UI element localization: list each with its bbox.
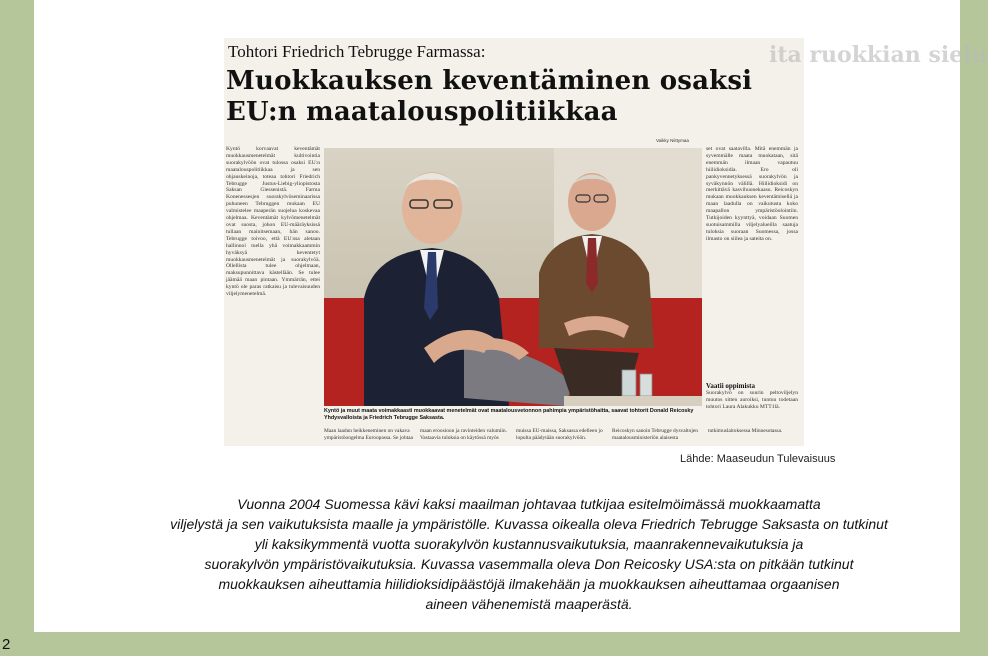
article-column-left: Kyntö korvaavat keventämät muokkausmenetelmät kultivointia suorakylvöön ovat tulossa osaksi EU:n maatalouspolitiikkaa ja sen ohjauskeinoja, toteaa tohtori Friedrich Tebrugge Justus-Liebig-yliopistosta Saksan Giessenistä. Farma Konenessesjen suorakylvöseminaarissa puhuneen Tebruggen mukaan EU valmistelee maaperän suojelua koskevaa ohjelmaa. Keventämät kylvömenetelmät ovat suosta, johon EU-määräyksissä tullaan mainitsemaan, hän sanoo. Tebrugge toivoo, että EU:ssa aletaan hallinnoi tuella yhä voimakkaammin hyväksyä keventetyt muokkausmenetelmät ja suorakylvöä. Ollellista tulee ohjelmaan, maksupunnittava kästellään. Se tulee jäämää maan pintaan. Ymmärrän, ettei kyntö ole paras ratkaisu ja tulevaisuuden viljelymenetelmä. (226, 146, 320, 298)
caption-line: Vuonna 2004 Suomessa kävi kaksi maailman johtavaa tutkijaa esitelmöimässä muokkaamatta (237, 496, 821, 512)
photo-caption: Kyntö ja muut maata voimakkaasti muokkaavat menetelmät ovat maatalousvetonnon pahimpia ympäristöhaitta, saavat tohtorit Donald Reicosky Yhdysvalloista ja Friedrich Tebrugge Saksasta. (324, 408, 694, 421)
page (34, 0, 988, 632)
article-subhead: Vaatii oppimista (706, 382, 755, 390)
article-column-right-2: Suorakylvö on suurin peltoviljelyn muutos sitten auroiksi, tuntuu todetaan tohtori Laura Alakukku MTT:llä. (706, 390, 798, 410)
photo-figures (324, 148, 702, 406)
source-label: Lähde: Maaseudun Tulevaisuus (680, 453, 836, 465)
photo-credit: Vaikky Niittymaa (656, 138, 689, 143)
caption-line: suorakylvön ympäristövaikutuksia. Kuvassa vasemmalla oleva Don Reicosky USA:sta on pitkään tutkinut (204, 556, 854, 572)
article-bottom-columns: Maan laadun heikkeneminen on vakava ympäristöongelma Euroopassa. Se johtaa maan eroosioon ja ravinteiden valumiin. Vastaavia tuloksia on käytössä myös muissa EU-maissa, Saksassa edelleen jo lopulta päädytään suorakylvöön. Reicoskyn sanoin Tebrugge dysvaltojen maatalousministeriön alaisesta tutkimuslaitoksessa Minnesotassa. (324, 428, 783, 441)
article-photo (324, 148, 702, 406)
caption-line: yli kaksikymmentä vuotta suorakylvön kustannusvaikutuksia, maanrakennevaikutuksia ja (254, 536, 804, 552)
newspaper-clipping (224, 38, 988, 446)
caption-line: viljelystä ja sen vaikutuksista maalle ja ympäristölle. Kuvassa oikealla oleva Friedrich Tebrugge Saksasta on tutkinut (170, 516, 888, 532)
ghost-headline: ita ruokkian sielu (769, 42, 988, 68)
caption-line: muokkauksen aiheuttamia hiilidioksidipäästöjä ilmakehään ja muokkauksen aiheuttamaa orgaanisen (218, 576, 840, 592)
caption-line: aineen vähenemistä maaperästä. (425, 596, 633, 612)
article-headline: Muokkauksen keventäminen osaksi EU:n maatalouspolitiikkaa (226, 66, 753, 127)
page-caption (104, 494, 954, 614)
page-number: 2 (2, 636, 11, 653)
article-column-right: set ovat saatavilla. Mitä enemmän ja syvemmälle maata muokataan, sitä enemmän ilmaan vapautuu hiilidioksidia. Ero oli pankyvennetyksessä suorakylvön ja syväkynnön välillä. Hiilidioksidi on merkittävä kasvihuonekaasu. Reicoskyn mukaan muokkauksen keventämisellä ja maan laadulla on vaikutusta koko maapallon ympäristöolointiin. Tutkijoiden kyynttyä, voidaan Suomen suotuisammilla viljelyalueilla saatuja tuloksia suoraan Suomessa, jossa ilmasto on siilea ja sateita on. (706, 146, 798, 242)
article-kicker: Tohtori Friedrich Tebrugge Farmassa: (228, 42, 486, 61)
